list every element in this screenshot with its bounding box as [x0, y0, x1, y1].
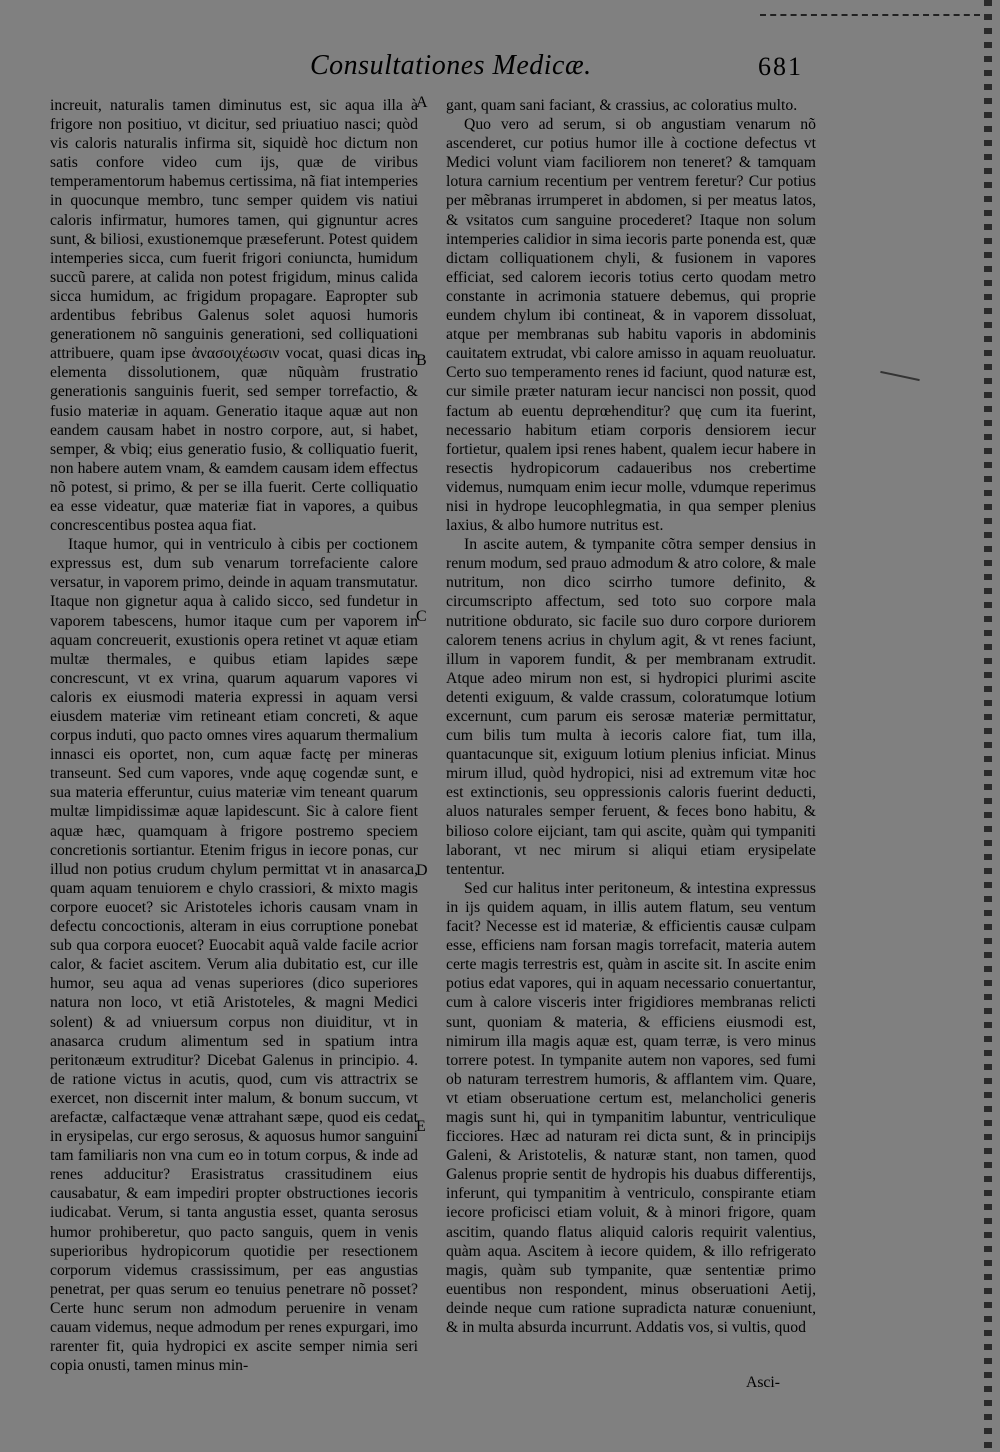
margin-marker-a: A	[416, 94, 428, 111]
page-header	[0, 50, 1000, 90]
catchword: Asci-	[746, 1374, 780, 1391]
margin-marker-e: E	[416, 1118, 426, 1135]
margin-marker-d: D	[416, 862, 428, 879]
right-page-edge	[984, 0, 992, 1452]
top-dashed-edge	[760, 14, 980, 16]
right-paragraph-4: Sed cur halitus inter peritoneum, & intestina expressus in ijs quidem aquam, in illis autem flatum, seu ventum facit? Necesse est id materiæ, & efficientis causæ culpam esse, efficiens nam forsan magis torrefacit, materia autem certe magis terrestris est, quàm in ascite sit. In ascite enim potius edat vapores, qui in aquam necessario conuertantur, cum à calore visceris inter frigidiores membranas relicti sunt, quoniam & materia, & efficiens eiusmodi est, nimirum illa magis aquæ est, quam terræ, is vero minus torrere potest. In tympanite autem non vapores, sed fumi ob naturam terrestrem humoris, & afflantem vim. Quare, vt etiam obseruatione certum est, melancholici generis magis sunt hi, qui in tympanitim labuntur, ventriculique ficciores. Hæc ad naturam rei dicta sunt, & in principijs Galeni, & Aristotelis, & naturæ stant, non tamen, quod Galenus proprie sentit de hydropis his duabus differentijs, inferunt, qui tympanitim à ventriculo, conspirante etiam iecore proficisci etiam voluit, & à minori frigore, quam ascitim, quando flatus aliquid caloris requirit valentius, quàm aqua. Ascitem à iecore quidem, & illo refrigerato magis, quàm sub tympanite, quæ sententiæ primo euentibus non respondent, minus obseruationi Aetij, deinde neque cum ratione supradicta naturæ conueniunt, & in multa absurda incurrunt. Addatis vos, si vultis, quod	[446, 879, 816, 1336]
margin-marker-c: C	[416, 608, 427, 625]
margin-marker-b: B	[416, 352, 427, 369]
page-number: 681	[758, 52, 803, 81]
left-paragraph-1: increuit, naturalis tamen diminutus est, sic aqua illa à frigore non positiuo, vt dicitur, sed priuatiuo nasci; quòd vis caloris naturalis infirma sit, siquidè hoc dictum non satis confore video cum ijs, quæ de viribus temperamentorum habemus certissima, nã fiat intemperies in quocunque membro, tunc semper quidem vis natiui caloris infirmatur, humores tamen, qui gignuntur acres sunt, & biliosi, exustionemque præseferunt. Potest quidem intemperies sicca, cum fuerit frigori coniuncta, humidum succũ parere, at calida non potest frigidum, minus calida sicca humidum, ac frigidum propagare. Eapropter sub ardentibus febribus Galenus solet aquosi humoris generationem nõ sanguinis generationi, sed colliquationi attribuere, quam ipse ἀνασοιχέωσιν vocat, quasi dicas in elementa dissolutionem, quæ nũquàm frustratio generationis sanguinis fuerit, sed semper torrefactio, & fusio materiæ in aquam. Generatio itaque aquæ aut non eandem causam habet in nostro corpore, aut, si habet, semper, & vbiq; eius generatio fusio, & colliquatio fuerit, non habere autem vnam, & eamdem causam idem effectus nõ potest, si primo, & per se illa fuerit. Certe colliquatio ea esse videatur, quæ materiæ fiat in vapores, a quibus concrescentibus postea aqua fiat.	[50, 97, 418, 535]
right-paragraph-1: gant, quam sani faciant, & crassius, ac coloratius multo.	[446, 97, 798, 114]
left-column	[50, 96, 418, 1396]
ink-mark	[880, 371, 920, 381]
right-paragraph-3: In ascite autem, & tympanite cõtra semper densius in renum modum, sed prauo admodum & atro colore, & male nutritum, non dico scirrho tumore definito, & circumscripto affectum, sed toto suo corpore mala nutritione obdurato, sic facile suo duro corpore duriorem calorem tenens acrius in chylum agit, & vt renes faciunt, illum in vaporem fundit, & per membranam extrudit. Atque adeo mirum non est, si hydropici plurimi ascite detenti exiguum, & valde crassum, coloratumque lotium excernunt, cum parum eis serosæ materiæ permittatur, cum bilis tum multa à iecoris calore fiat, tum illa, quantacunque sit, exiguum lotium plenius inficiat. Minus mirum illud, quòd hydropici, nisi ad extremum vitæ hoc est extinctionis, seu oppressionis caloris fuerint deducti, aluos naturales semper feruent, & feces bono habitu, & bilioso colore eijciant, tam qui ascite, quàm qui tympaniti laborant, vt nec mirum si aliqui etiam erysipelate tententur.	[446, 536, 816, 878]
running-title: Consultationes Medicæ.	[310, 50, 592, 81]
right-paragraph-2: Quo vero ad serum, si ob angustiam venarum nõ ascenderet, cur potius humor ille à coctione defectus vt Medici volunt viam faciliorem non teneret? & tamquam lotura carnium recentium per ventrem feretur? Cur potius per mẽbranas irrumperet in abdomen, si per meatus latos, & vsitatos cum sanguine procederet? Itaque non solum intemperies calidior in sima iecoris parte ponenda est, quæ dictam colliquationem chyli, & fusionem in vapores efficiat, sed calorem iecoris totius certo quodam metro constante in acrimonia statuere debemus, qui proprie eundem chylum ibi contineat, & in vaporem dissoluat, atque per membranas sub habitu vaporis in abdominis cauitatem extrudat, vbi calore amisso in aquam reuoluatur. Certo suo temperamento renes id faciunt, quod naturæ est, cur simile præter naturam iecur nancisci non possit, quod factum ab euentu deprœhenditur? quę cum ita fuerint, necessario habitum etiam corporis densiorem iecur fortietur, qualem ipsi renes habent, qualem iecur habere in resectis hydropicorum cadaueribus nos crebertime videmus, numquam enim iecur molle, vdumque reperimus nisi in hydrope leucophlegmatia, in qua semper plenius laxius, & albo humore nutritus est.	[446, 116, 816, 535]
right-column	[446, 96, 816, 1396]
left-paragraph-2: Itaque humor, qui in ventriculo à cibis per coctionem expressus est, dum sub venarum torrefaciente calore versatur, in vaporem primo, deinde in aquam transmutatur. Itaque non gignetur aqua à calido sicco, sed fundetur in vaporem tabescens, humor itaque cum per vaporem in aquam concreuerit, exustionis opera retinet vt aquæ etiam multæ thermales, e quibus etiam lapides sæpe concrescunt, vt ex vrina, quarum aquarum vapores vi caloris ex eiusmodi materia expressi in aquam versi eiusdem materiæ vim retineant etiam concreti, & aque corpus induti, quo pacto omnes vires aquarum thermalium innasci eis oportet, non, cum aquæ factę per mineras transeunt. Sed cum vapores, vnde aquę cogendæ sunt, e sua materia efferuntur, cuius materiæ vim teneant quarum multæ limpidissimæ aquæ lapidescunt. Sic à calore fient aquæ hæc, quamquam à frigore postremo speciem concretionis sortiantur. Etenim frigus in iecore ponas, cur illud non potius crudum chylum permittat vt in anasarca, quam aquam tenuiorem e chylo crassiori, & mixto magis corpore euocet? sic Aristoteles ichoris causam vnam in defectu concoctionis, alteram in eius corruptione ponebat sub qua corpora euocet? Euocabit aquã valde facile acrior calor, & faciet ascitem. Verum alia dubitatio est, cur ille humor, seu aqua ad venas superiores (dico superiores natura non loco, vt etiã Aristoteles, & magni Medici solent) & ad vniuersum corpus non diuiditur, vt in anasarca crudum alimentum sed in spatium intra peritonæum extruditur? Dicebat Galenus in principio. 4. de ratione victus in acutis, quod, cum vis attractrix se exercet, non discernit inter malum, & bonum succum, vt arefactæ, calfactæque venæ attrahant sæpe, quod eis cedat in erysipelas, cur ergo serosus, & aquosus humor sanguini tam familiaris non vna cum eo in totum corpus, & inde ad renes adducitur? Erasistratus crassitudinem eius causabatur, & eam impediri propter obstructiones iecoris iudicabat. Verum, si tanta angustia esset, quanta serosus humor prohiberetur, quo pacto sanguis, quem in venis superioribus hydropicorum quotidie per resectionem corporum videmus crassissimum, per eas angustias penetrat, per quas serum eo tenuius penetrare nõ posset? Certe hunc serum non admodum peruenire in venam cauam videmus, neque admodum per renes expurgari, imo rarenter fit, quia hydropici ex ascite semper nimia seri copia onusti, tamen minus min-	[50, 536, 418, 1375]
